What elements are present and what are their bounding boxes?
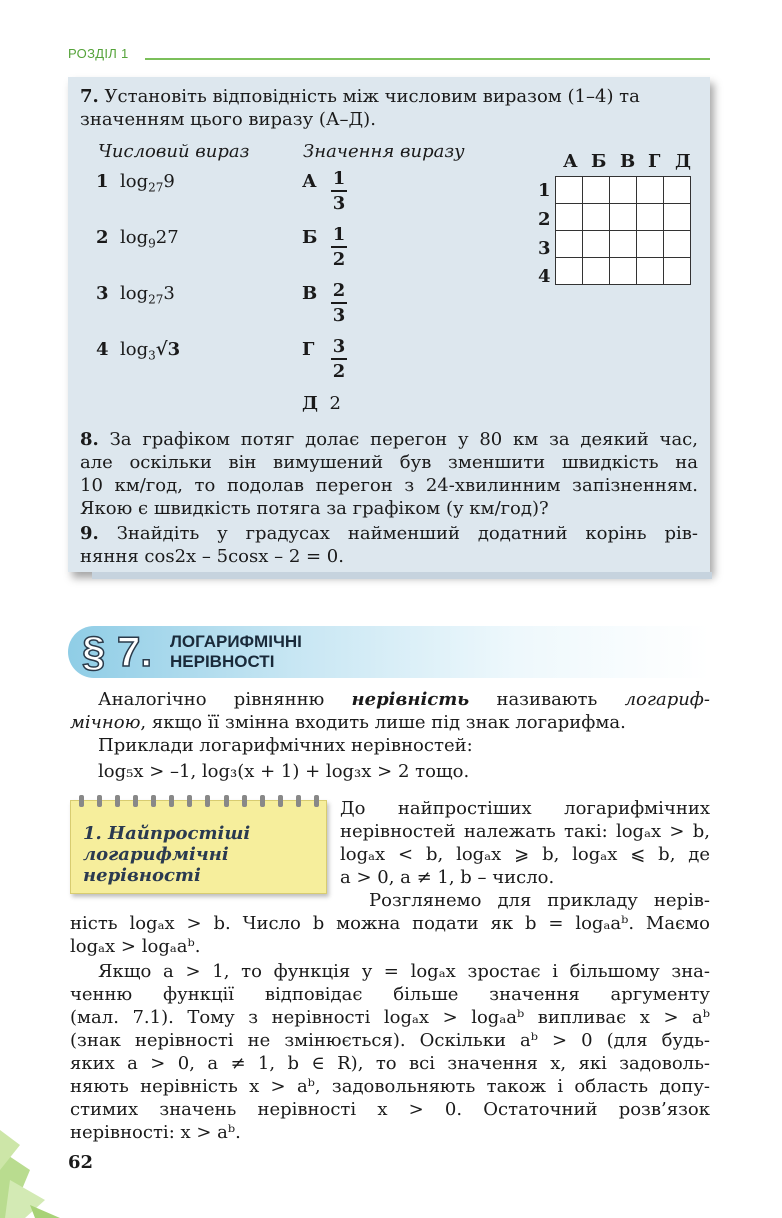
ex9-number: 9. <box>80 523 99 544</box>
answer-d <box>302 392 341 415</box>
body-r1: До найпростіших логарифмічних <box>340 798 710 819</box>
body-p4-line4: (знак нерівності не змінюється). Оскільки aᵇ > 0 (для будь- <box>70 1030 710 1051</box>
expr-1-number: 1 <box>96 171 109 192</box>
expr-1-log: log <box>119 171 149 192</box>
ex7-col-right: Значення виразу <box>303 141 465 162</box>
expr-2 <box>96 226 179 256</box>
body-r3: logₐx < b, logₐx ⩾ b, logₐx ⩽ b, де <box>340 844 710 865</box>
ex7-line1 <box>80 85 698 108</box>
grid-cell[interactable] <box>583 177 610 204</box>
section-label: РОЗДІЛ 1 <box>68 46 129 61</box>
grid-cell[interactable] <box>556 177 583 204</box>
ex9-line1 <box>80 522 698 545</box>
answer-g-letter: Г <box>302 339 315 360</box>
grid-cell[interactable] <box>610 231 637 258</box>
body-p1-line2 <box>70 711 626 734</box>
ex7-text1: Установіть відповідність між числовим виразом (1–4) та <box>104 86 640 107</box>
note-line3: нерівності <box>83 865 201 886</box>
ex7-text2: значенням цього виразу (А–Д). <box>80 109 376 130</box>
ex8-line4: Якою є швидкість потяга за графіком (у км/год)? <box>80 498 549 519</box>
body-p1f: , якщо її змінна входить лише під знак логарифма. <box>140 712 626 733</box>
answer-grid <box>555 176 691 285</box>
expr-2-base: 9 <box>148 236 156 251</box>
section-heading-band <box>68 626 710 678</box>
answer-b-letter: Б <box>302 227 318 248</box>
body-l7: logₐx > logₐaᵇ. <box>70 936 201 957</box>
ex8-line1 <box>80 428 698 451</box>
note-rings <box>79 795 319 807</box>
expr-3-log: log <box>119 283 149 304</box>
ex9-line2: няння cos2x – 5cosx – 2 = 0. <box>80 546 344 567</box>
body-p1a: Аналогічно рівнянню <box>98 689 325 710</box>
note-text <box>83 823 250 886</box>
grid-cell[interactable] <box>664 177 691 204</box>
body-p4-line3: (мал. 7.1). Тому з нерівності logₐx > logₐaᵇ випливає x > aᵇ <box>70 1007 710 1028</box>
body-p4-line6: няють нерівність x > aᵇ, задовольняють також і область допу- <box>70 1076 710 1097</box>
expr-2-arg: 27 <box>155 227 179 248</box>
body-r2: нерівностей належать такі: logₐx > b, <box>340 821 710 842</box>
expr-2-number: 2 <box>96 227 109 248</box>
ex8-line2: але оскільки він вимушений був зменшити швидкість на <box>80 452 698 473</box>
body-p3: log₅x > –1, log₃(x + 1) + log₃x > 2 тощо. <box>98 761 470 782</box>
grid-row-1: 1 <box>538 180 551 201</box>
grid-cell[interactable] <box>556 231 583 258</box>
body-p4-line7: стимих значень нерівності x > 0. Остаточний розв’язок <box>70 1099 710 1120</box>
leaf-decoration-icon <box>0 1110 70 1218</box>
section-title-line1: ЛОГАРИФМІЧНІ <box>170 632 302 651</box>
grid-cell[interactable] <box>637 258 664 285</box>
expr-3 <box>96 282 175 312</box>
expr-4-base: 3 <box>148 348 156 363</box>
body-p1e: мічною <box>70 712 141 733</box>
body-p4-line1: Якщо a > 1, то функція y = logₐx зростає і більшому зна- <box>98 961 710 982</box>
page-number: 62 <box>68 1152 94 1173</box>
grid-col-a: А <box>563 151 578 172</box>
grid-row-2: 2 <box>538 209 551 230</box>
grid-cell[interactable] <box>583 231 610 258</box>
answer-g-num: 3 <box>331 336 347 360</box>
body-p2: Приклади логарифмічних нерівностей: <box>98 735 473 756</box>
expr-4-log: log <box>119 339 149 360</box>
grid-cell[interactable] <box>583 204 610 231</box>
answer-a-den: 3 <box>332 193 346 214</box>
expr-2-log: log <box>119 227 149 248</box>
answer-b-num: 1 <box>331 224 347 248</box>
header-rule <box>145 58 710 60</box>
expr-1 <box>96 170 175 200</box>
answer-a-num: 1 <box>331 168 347 192</box>
ex8-text1: За графіком потяг долає перегон у 80 км за деякий час, <box>109 429 698 450</box>
body-r4: a > 0, a ≠ 1, b – число. <box>340 867 555 888</box>
body-p4-line5: яких a > 0, a ≠ 1, b ∈ R), то всі значення x, які задоволь- <box>70 1053 710 1074</box>
body-p1c: називають <box>496 689 598 710</box>
grid-cell[interactable] <box>556 258 583 285</box>
grid-cell[interactable] <box>610 204 637 231</box>
grid-col-v: В <box>620 151 636 172</box>
grid-cell[interactable] <box>664 204 691 231</box>
section-symbol: § 7. <box>82 628 153 675</box>
ex7-col-left: Числовий вираз <box>98 141 250 162</box>
grid-cell[interactable] <box>664 231 691 258</box>
section-title <box>170 632 302 672</box>
grid-cell[interactable] <box>637 231 664 258</box>
grid-row-3: 3 <box>538 238 551 259</box>
expr-3-base: 27 <box>148 292 164 307</box>
body-l6: ність logₐx > b. Число b можна подати як b = logₐaᵇ. Маємо <box>70 913 710 934</box>
answer-v-num: 2 <box>331 280 347 304</box>
expr-3-number: 3 <box>96 283 109 304</box>
grid-cell[interactable] <box>610 177 637 204</box>
answer-v-den: 3 <box>332 305 346 326</box>
grid-col-d: Д <box>675 151 692 172</box>
expr-1-base: 27 <box>148 180 164 195</box>
body-p1d: логариф- <box>624 689 710 710</box>
grid-cell[interactable] <box>583 258 610 285</box>
body-p4-line8: нерівності: x > aᵇ. <box>70 1122 241 1143</box>
expr-1-arg: 9 <box>163 171 175 192</box>
answer-d-value: 2 <box>329 393 341 414</box>
grid-cell[interactable] <box>637 204 664 231</box>
body-p4-line2: ченню функції відповідає більше значення аргументу <box>70 984 710 1005</box>
ex7-number: 7. <box>80 86 99 107</box>
answer-b-fraction <box>331 224 347 272</box>
ex8-number: 8. <box>80 429 99 450</box>
grid-cell[interactable] <box>637 177 664 204</box>
ex9-text1: Знайдіть у градусах найменший додатний корінь рів- <box>116 523 698 544</box>
answer-a-fraction <box>331 168 347 216</box>
answer-v-fraction <box>331 280 347 328</box>
expr-3-arg: 3 <box>163 283 175 304</box>
answer-g-den: 2 <box>332 361 346 382</box>
grid-row-4: 4 <box>538 266 551 287</box>
answer-a-letter: А <box>302 171 317 192</box>
grid-cell[interactable] <box>556 204 583 231</box>
grid-col-b: Б <box>591 151 607 172</box>
grid-cell[interactable] <box>664 258 691 285</box>
body-r5: Розглянемо для прикладу нерів- <box>369 890 710 911</box>
expr-4 <box>96 338 180 368</box>
expr-4-number: 4 <box>96 339 109 360</box>
ex8-line3: 10 км/год, то подолав перегон з 24-хвилинним запізненням. <box>80 475 698 496</box>
answer-v-letter: В <box>302 283 318 304</box>
grid-cell[interactable] <box>610 258 637 285</box>
section-title-line2: НЕРІВНОСТІ <box>170 652 275 671</box>
answer-g-fraction <box>331 336 347 384</box>
note-line1: 1. Найпростіші <box>83 823 251 844</box>
exercise-box-shadow-bar <box>92 572 712 579</box>
note-line2: логарифмічні <box>83 844 229 865</box>
answer-d-letter: Д <box>302 393 319 414</box>
note-card <box>70 800 327 894</box>
expr-4-arg: √3 <box>155 339 181 360</box>
body-p1-line1 <box>98 688 710 711</box>
grid-col-g: Г <box>648 151 661 172</box>
term-inequality: нерівність <box>351 689 470 710</box>
answer-b-den: 2 <box>332 249 346 270</box>
